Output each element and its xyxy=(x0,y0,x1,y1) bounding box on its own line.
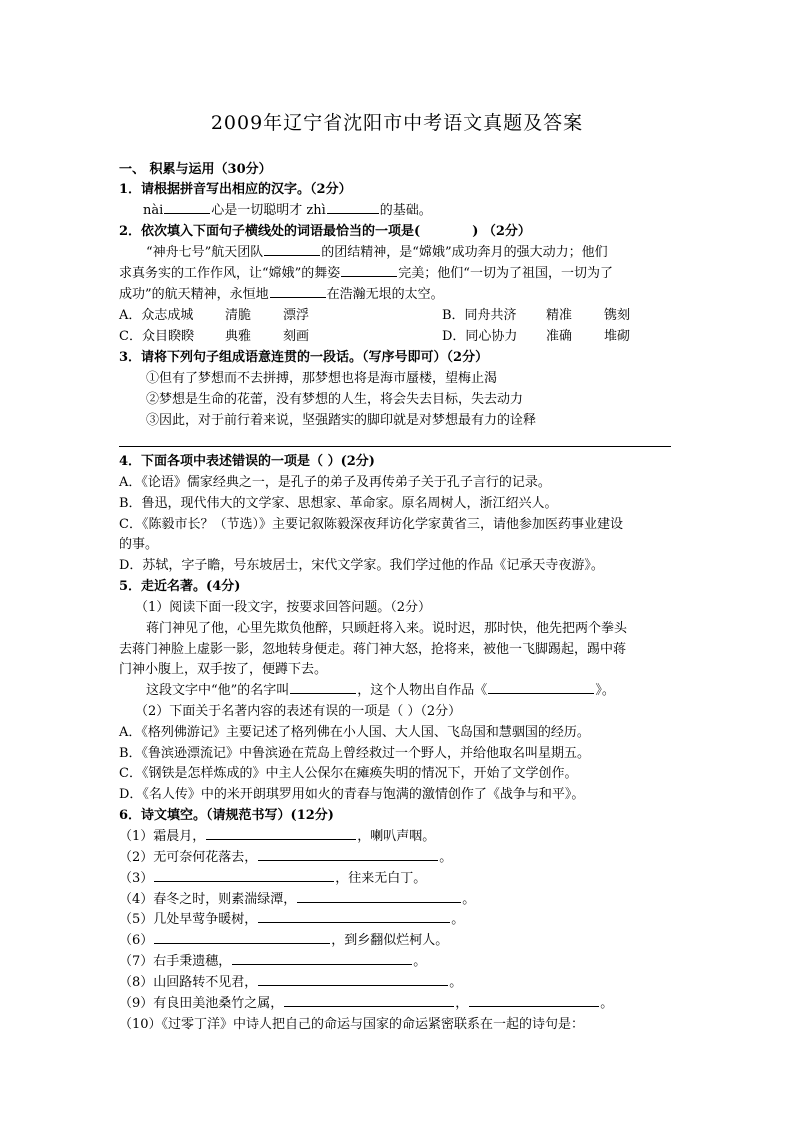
answer-blank[interactable] xyxy=(284,994,454,1007)
sentence-3: ③因此，对于前行着来说，坚强踏实的脚印就是对梦想最有力的诠释 xyxy=(146,413,537,428)
question-2-text-line-3: 成功”的航天精神，永恒地 在浩瀚无垠的太空。 xyxy=(119,287,444,302)
answer-line[interactable] xyxy=(119,446,671,447)
passage-line-2: 去蒋门神脸上虚影一影，忽地转身便走。蒋门神大怒，抢将来，被他一飞脚踢起，踢中蒋 xyxy=(119,642,627,657)
answer-blank[interactable] xyxy=(258,848,438,861)
option-b[interactable]: B．《鲁滨逊漂流记》中鲁滨逊在荒岛上曾经救过一个野人，并给他取名叫星期五。 xyxy=(119,746,591,761)
poem-line-4: （4）春冬之时，则素湍绿潭， 。 xyxy=(119,892,476,907)
sentence-1: ①但有了梦想而不去拼搏，那梦想也将是海市蜃楼，望梅止渴 xyxy=(146,371,498,386)
answer-blank[interactable] xyxy=(341,264,397,277)
answer-blank[interactable] xyxy=(488,681,594,694)
poem-line-1: （1）霜晨月， ，喇叭声咽。 xyxy=(119,829,436,844)
question-2-text-line-1: “神舟七号”航天团队 的团结精神，是“嫦娥”成功奔月的强大动力；他们 xyxy=(146,245,608,260)
poem-line-8: （8）山回路转不见君， 。 xyxy=(119,975,463,990)
answer-blank[interactable] xyxy=(258,910,450,923)
option-d[interactable]: D．《名人传》中的米开朗琪罗用如火的青春与饱满的激情创作了《战争与和平》。 xyxy=(119,787,585,802)
poem-line-5: （5）几处早莺争暖树， 。 xyxy=(119,912,465,927)
section-heading: 一、 积累与运用（30分） xyxy=(119,162,272,177)
answer-blank[interactable] xyxy=(206,827,356,840)
answer-blank[interactable] xyxy=(469,994,599,1007)
passage-line-1: 蒋门神见了他，心里先欺负他醉，只顾赶将入来。说时迟，那时快，他先把两个拳头 xyxy=(146,621,628,636)
option-c-continued: 的事。 xyxy=(119,537,159,552)
poem-line-9: （9）有良田美池桑竹之属， ， 。 xyxy=(119,996,614,1011)
option-b[interactable]: B．同舟共济 精准 镌刻 xyxy=(442,308,631,323)
sentence-2: ②梦想是生命的花蕾，没有梦想的人生，将会失去目标，失去动力 xyxy=(146,392,524,407)
page-title: 2009年辽宁省沈阳市中考语文真题及答案 xyxy=(210,112,584,134)
poem-line-10: （10）《过零丁洋》中诗人把自己的命运与国家的命运紧密联系在一起的诗句是： xyxy=(119,1017,585,1032)
answer-blank[interactable] xyxy=(290,681,356,694)
poem-line-6: （6） ，到乡翻似烂柯人。 xyxy=(119,933,449,948)
answer-blank[interactable] xyxy=(270,285,326,298)
option-a[interactable]: A．《论语》儒家经典之一，是孔子的弟子及再传弟子关于孔子言行的记录。 xyxy=(119,475,551,490)
option-b[interactable]: B．鲁迅，现代伟大的文学家、思想家、革命家。原名周树人，浙江绍兴人。 xyxy=(119,496,558,511)
question-2-text-line-2: 求真务实的工作作风，让“嫦娥”的舞姿 完美；他们“一切为了祖国，一切为了 xyxy=(119,266,613,281)
poem-line-3: （3） ，往来无白丁。 xyxy=(119,871,427,886)
answer-blank[interactable] xyxy=(164,201,210,214)
question-1-stem: 1．请根据拼音写出相应的汉字。（2分） xyxy=(119,182,352,197)
option-d[interactable]: D．苏轼，字子瞻，号东坡居士，宋代文学家。我们学过他的作品《记承天寺夜游》。 xyxy=(119,558,604,573)
question-6-stem: 6．诗文填空。（请规范书写）(12分) xyxy=(119,808,334,823)
sub-question-2: （2）下面关于名著内容的表述有误的一项是（ ）（2分） xyxy=(135,704,462,719)
option-c[interactable]: C．《陈毅市长？（节选）》主要记叙陈毅深夜拜访化学家黄省三，请他参加医药事业建设 xyxy=(119,517,623,532)
answer-blank[interactable] xyxy=(232,952,412,965)
option-d[interactable]: D．同心协力 准确 堆砌 xyxy=(442,329,631,344)
answer-blank[interactable] xyxy=(327,201,379,214)
question-5-stem: 5．走近名著。(4分) xyxy=(119,579,241,594)
question-3-stem: 3．请将下列句子组成语意连贯的一段话。（写序号即可）（2分） xyxy=(119,350,489,365)
sub-question-1-ask: 这段文字中“他”的名字叫 ，这个人物出自作品《 》。 xyxy=(146,683,615,698)
question-1-line: nài 心是一切聪明才 zhì 的基础。 xyxy=(143,203,432,218)
answer-blank[interactable] xyxy=(264,243,320,256)
answer-blank[interactable] xyxy=(258,973,448,986)
answer-blank[interactable] xyxy=(154,869,334,882)
answer-blank[interactable] xyxy=(297,890,461,903)
question-4-stem: 4．下面各项中表述错误的一项是（ ）(2分) xyxy=(119,454,375,469)
option-c[interactable]: C．《钢铁是怎样炼成的》中主人公保尔在瘫痪失明的情况下，开始了文学创作。 xyxy=(119,766,578,781)
question-2-stem: 2．依次填入下面句子横线处的词语最恰当的一项是( ) （2分） xyxy=(119,224,531,239)
option-a[interactable]: A．《格列佛游记》主要记述了格列佛在小人国、大人国、飞岛国和慧骃国的经历。 xyxy=(119,725,590,740)
poem-line-2: （2）无可奈何花落去， 。 xyxy=(119,850,453,865)
sub-question-1: （1）阅读下面一段文字，按要求回答问题。（2分） xyxy=(135,600,432,615)
passage-line-3: 门神小腹上，双手按了，便蹲下去。 xyxy=(119,662,328,677)
option-a[interactable]: A．众志成城 清脆 漂浮 xyxy=(119,308,310,323)
poem-line-7: （7）右手秉遗穗， 。 xyxy=(119,954,427,969)
answer-blank[interactable] xyxy=(154,931,330,944)
option-c[interactable]: C．众目睽睽 典雅 刻画 xyxy=(119,329,310,344)
